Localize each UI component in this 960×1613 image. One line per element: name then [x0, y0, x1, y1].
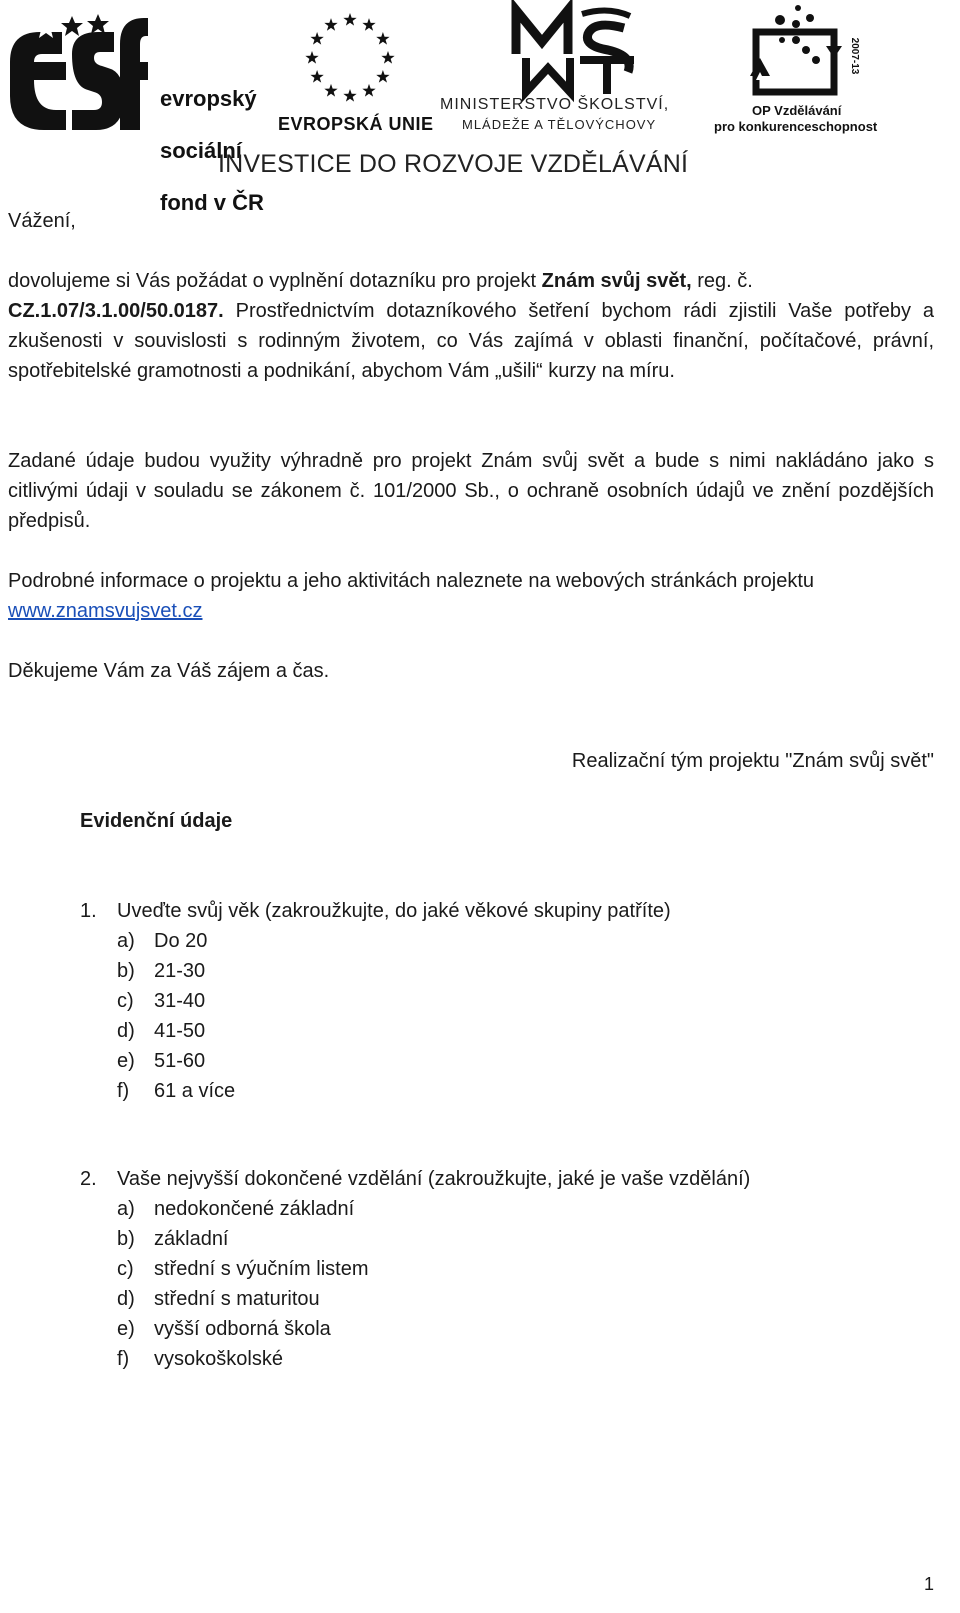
op-text-line2: pro konkurenceschopnost: [714, 119, 878, 134]
eu-star-icon: [324, 84, 337, 97]
msmt-text-line2: MLÁDEŽE A TĚLOVÝCHOVY: [462, 117, 657, 132]
project-name: Znám svůj svět,: [541, 270, 692, 292]
registration-number: CZ.1.07/3.1.00/50.0187.: [8, 300, 224, 322]
eu-star-icon: [343, 13, 356, 26]
answer-option[interactable]: [80, 986, 671, 1016]
option-letter: d): [117, 1288, 135, 1310]
answer-option[interactable]: [80, 1254, 750, 1284]
option-label: 41-50: [154, 1020, 206, 1042]
option-letter: a): [117, 930, 135, 952]
eu-star-icon: [362, 84, 375, 97]
eu-star-icon: [381, 51, 394, 64]
question-1-text-row: [80, 896, 671, 926]
eu-star-icon: [310, 32, 323, 45]
msmt-logo-mark: [512, 6, 637, 96]
investice-tagline: INVESTICE DO ROZVOJE VZDĚLÁVÁNÍ: [218, 150, 689, 178]
esf-line: fond v ČR: [160, 190, 264, 215]
question-2: [80, 1164, 750, 1374]
answer-option[interactable]: [80, 1046, 671, 1076]
answer-option[interactable]: [80, 926, 671, 956]
option-label: 51-60: [154, 1050, 206, 1072]
option-letter: e): [117, 1050, 135, 1072]
answer-option[interactable]: [80, 1344, 750, 1374]
esf-logo-mark: [6, 14, 148, 132]
answer-option[interactable]: [80, 1016, 671, 1046]
question-2-options: [80, 1194, 750, 1374]
answer-option[interactable]: [80, 1314, 750, 1344]
option-letter: f): [117, 1080, 130, 1102]
eu-stars-logo: [300, 8, 400, 108]
eu-star-icon: [376, 70, 389, 83]
question-number: 2.: [80, 1168, 97, 1190]
esf-line: sociální: [160, 138, 242, 163]
answer-option[interactable]: [80, 1194, 750, 1224]
website-link[interactable]: www.znamsvujsvet.cz: [8, 600, 203, 622]
answer-option[interactable]: [80, 956, 671, 986]
question-text: Uveďte svůj věk (zakroužkujte, do jaké věkové skupiny patříte): [117, 900, 671, 922]
option-label: vysokoškolské: [154, 1348, 283, 1370]
answer-option[interactable]: [80, 1284, 750, 1314]
question-1-options: [80, 926, 671, 1106]
question-number: 1.: [80, 900, 97, 922]
data-protection-paragraph: Zadané údaje budou využity výhradně pro projekt Znám svůj svět a bude s nimi nakládáno jako s citlivými údaji v souladu se zákonem č. 101/2000 Sb., o ochraně osobních údajů ve znění pozdějších předpisů.: [8, 450, 934, 532]
option-label: střední s výučním listem: [154, 1258, 369, 1280]
option-label: nedokončené základní: [154, 1198, 355, 1220]
op-text-line1: OP Vzdělávání: [752, 103, 842, 118]
option-letter: b): [117, 1228, 135, 1250]
option-label: střední s maturitou: [154, 1288, 320, 1310]
eu-star-icon: [324, 18, 337, 31]
thanks-text: Děkujeme Vám za Váš zájem a čas.: [8, 660, 330, 682]
eu-star-icon: [362, 18, 375, 31]
option-label: 61 a více: [154, 1080, 236, 1102]
op-vzdelavani-logo-mark: [748, 6, 858, 104]
option-letter: d): [117, 1020, 135, 1042]
eu-logo-text: EVROPSKÁ UNIE: [278, 114, 434, 134]
option-label: 31-40: [154, 990, 206, 1012]
option-letter: a): [117, 1198, 135, 1220]
eu-star-icon: [305, 51, 318, 64]
option-letter: b): [117, 960, 135, 982]
answer-option[interactable]: [80, 1224, 750, 1254]
intro-text-a: dovolujeme si Vás požádat o vyplnění dotazníku pro projekt: [8, 270, 542, 292]
website-intro-text: Podrobné informace o projektu a jeho aktivitách naleznete na webových stránkách projektu: [8, 570, 815, 592]
option-label: Do 20: [154, 930, 208, 952]
page-number: 1: [923, 1574, 934, 1594]
eu-star-icon: [343, 89, 356, 102]
answer-option[interactable]: [80, 1076, 671, 1106]
signature: Realizační tým projektu "Znám svůj svět": [571, 750, 934, 772]
salutation: Vážení,: [8, 210, 76, 232]
intro-text-b: Prostřednictvím dotazníkového šetření bychom rádi zjistili Vaše potřeby a zkušenosti v souvislosti s rodinným životem, co Vás zajímá v oblasti finanční, počítačové, právní, spotřebitelské gramotnosti a podnikání, abychom Vám „ušili“ kurzy na míru.: [8, 300, 934, 382]
question-1: [80, 896, 671, 1106]
option-label: 21-30: [154, 960, 206, 982]
eu-star-icon: [310, 70, 323, 83]
section-title: Evidenční údaje: [80, 810, 233, 832]
option-label: základní: [154, 1228, 229, 1250]
option-label: vyšší odborná škola: [154, 1318, 331, 1340]
option-letter: e): [117, 1318, 135, 1340]
option-letter: f): [117, 1348, 130, 1370]
question-text: Vaše nejvyšší dokončené vzdělání (zakroužkujte, jaké je vaše vzdělání): [117, 1168, 751, 1190]
reg-label: reg. č.: [691, 270, 753, 292]
msmt-text-line1: MINISTERSTVO ŠKOLSTVÍ,: [440, 96, 670, 113]
esf-line: evropský: [160, 86, 257, 111]
option-letter: c): [117, 990, 134, 1012]
intro-paragraph: [8, 266, 934, 386]
op-years-text: 2007-13: [849, 37, 860, 75]
question-2-text-row: [80, 1164, 750, 1194]
website-paragraph: [8, 566, 934, 626]
option-letter: c): [117, 1258, 134, 1280]
eu-star-icon: [376, 32, 389, 45]
